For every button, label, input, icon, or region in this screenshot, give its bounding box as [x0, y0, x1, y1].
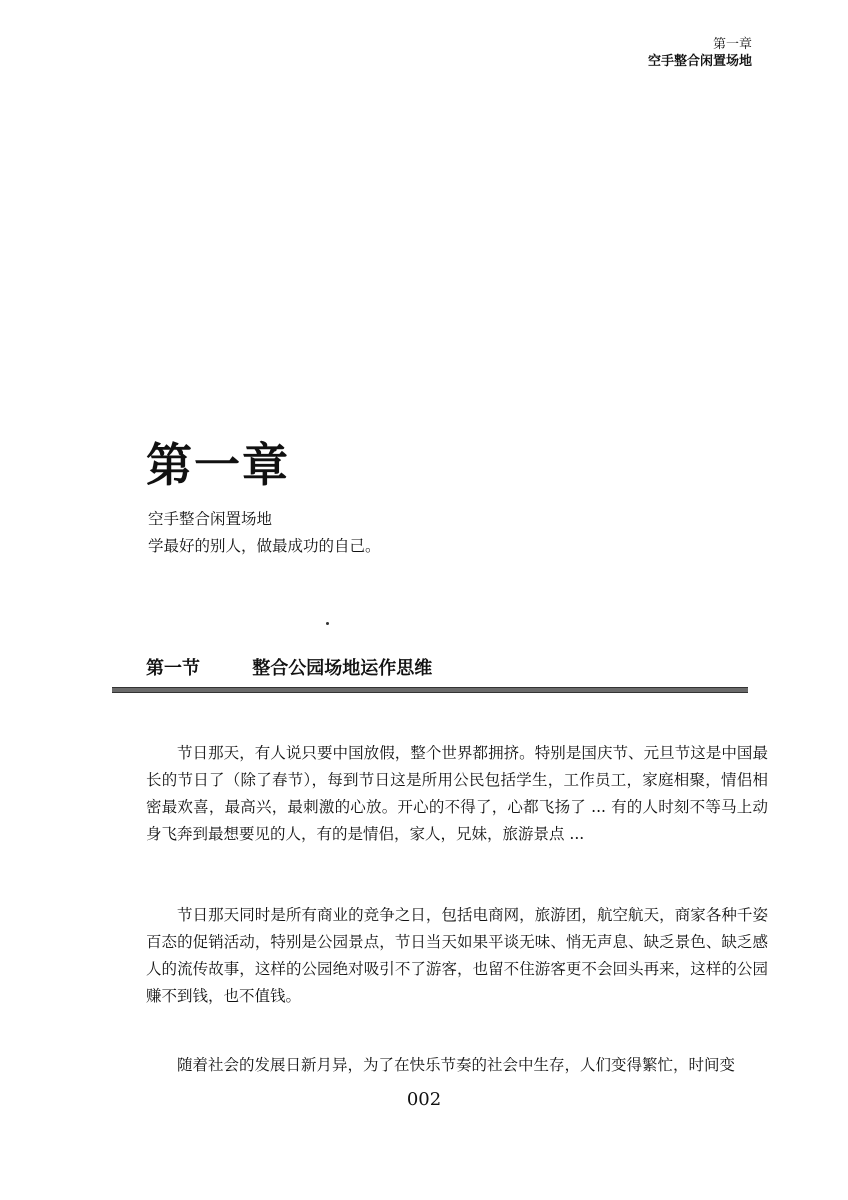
chapter-subtitle-line-2: 学最好的别人，做最成功的自己。	[148, 537, 381, 555]
stray-dot	[326, 622, 329, 625]
paragraph-text: 节日那天同时是所有商业的竞争之日，包括电商网，旅游团，航空航天，商家各种千姿百态的促销活动，特别是公园景点，节日当天如果平谈无味、悄无声息、缺乏景色、缺乏感人的流传故事，这样的公园绝对吸引不了游客，也留不住游客更不会回头再来，这样的公园赚不到钱，也不值钱。	[146, 906, 768, 1005]
page-number: 002	[406, 1089, 442, 1110]
paragraph-text: 节日那天，有人说只要中国放假，整个世界都拥挤。特别是国庆节、元旦节这是中国最长的节日了（除了春节），每到节日这是所用公民包括学生，工作员工，家庭相聚，情侣相密最欢喜，最高兴，最刺激的心放。开心的不得了，心都飞扬了 ... 有的人时刻不等马上动身飞奔到最想要见的人，有的是情侣，家人，兄妹，旅游景点 ...	[146, 744, 768, 843]
body-paragraph-2	[146, 902, 768, 1010]
section-title: 整合公园场地运作思维	[252, 658, 433, 679]
running-header	[648, 36, 752, 70]
paragraph-text: 随着社会的发展日新月异，为了在快乐节奏的社会中生存，人们变得繁忙，时间变	[177, 1056, 736, 1074]
section-divider	[112, 687, 748, 693]
body-paragraph-3	[146, 1052, 768, 1079]
section-number: 第一节	[146, 658, 200, 679]
body-paragraph-1	[146, 740, 768, 848]
chapter-subtitle	[148, 506, 381, 560]
chapter-subtitle-line-1: 空手整合闲置场地	[148, 510, 273, 528]
section-heading	[146, 656, 432, 682]
running-header-title: 空手整合闲置场地	[647, 54, 752, 69]
chapter-title: 第一章	[146, 438, 290, 492]
running-header-chapter: 第一章	[712, 37, 752, 52]
